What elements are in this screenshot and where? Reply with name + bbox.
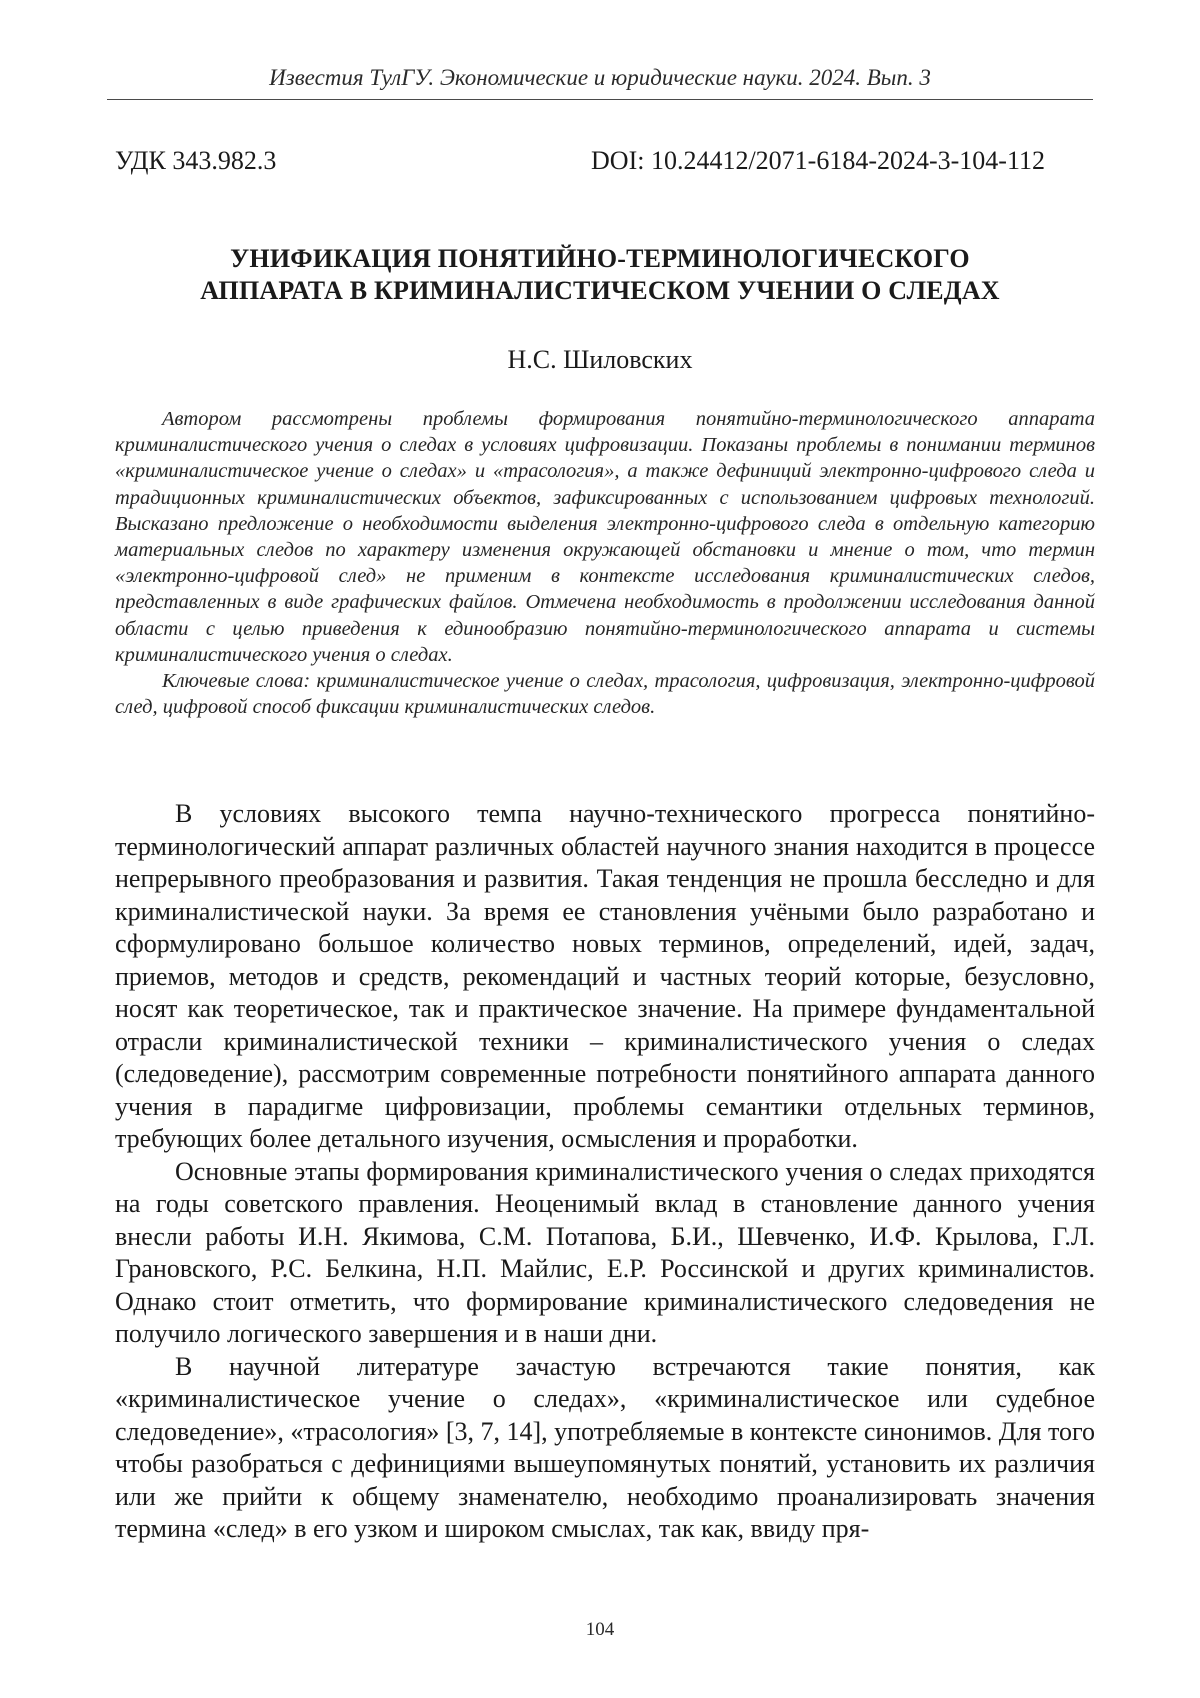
author-name: Н.С. Шиловских	[507, 345, 693, 374]
article-title	[107, 243, 1093, 307]
running-header: Известия ТулГУ. Экономические и юридические науки. 2024. Вып. 3	[269, 65, 931, 90]
title-line-1: УНИФИКАЦИЯ ПОНЯТИЙНО-ТЕРМИНОЛОГИЧЕСКОГО	[230, 244, 970, 273]
body-paragraph: В условиях высокого темпа научно-технического прогресса понятийно-терминологический аппарат различных областей научного знания находится в процессе непрерывного преобразования и развития. Такая тенденция не прошла бесследно и для криминалистической науки. За время ее становления учёными было разработано и сформулировано большое количество новых терминов, определений, идей, задач, приемов, методов и средств, рекомендаций и частных теорий которые, безусловно, носят как теоретическое, так и практическое значение. На примере фундаментальной отрасли криминалистической техники – криминалистического учения о следах (следоведение), рассмотрим современные потребности понятийного аппарата данного учения в парадигме цифровизации, проблемы семантики отдельных терминов, требующих более детального изучения, осмысления и проработки.	[115, 799, 1095, 1153]
body-paragraph: Основные этапы формирования криминалистического учения о следах приходятся на годы советского правления. Неоценимый вклад в становление данного учения внесли работы И.Н. Якимова, С.М. Потапова, Б.И., Шевченко, И.Ф. Крылова, Г.Л. Грановского, Р.С. Белкина, Н.П. Майлис, Е.Р. Россинской и других криминалистов. Однако стоит отметить, что формирование криминалистического следоведения не получило логического завершения и в наши дни.	[115, 1156, 1095, 1348]
abstract	[115, 406, 1095, 720]
title-line-2: АППАРАТА В КРИМИНАЛИСТИЧЕСКОМ УЧЕНИИ О СЛЕДАХ	[200, 276, 1000, 305]
body-text	[115, 798, 1095, 1546]
header-rule	[107, 99, 1093, 100]
doi[interactable]: DOI: 10.24412/2071-6184-2024-3-104-112	[591, 146, 1045, 175]
body-paragraph: В научной литературе зачастую встречаются такие понятия, как «криминалистическое учение о следах», «криминалистическое или судебное следоведение», «трасология» [3, 7, 14], употребляемые в контексте синонимов. Для того чтобы разобраться с дефинициями вышеупомянутых понятий, установить их различия или же прийти к общему знаменателю, необходимо проанализировать значения термина «след» в его узком и широком смыслах, так как, ввиду пря-	[115, 1351, 1095, 1543]
udk-code: УДК 343.982.3	[115, 146, 277, 175]
keywords: Ключевые слова: криминалистическое учение о следах, трасология, цифровизация, электронно-цифровой след, цифровой способ фиксации криминалистических следов.	[115, 670, 1095, 719]
article-identifiers	[115, 145, 1045, 177]
page-number: 104	[585, 1619, 615, 1640]
abstract-text: Автором рассмотрены проблемы формирования понятийно-терминологического аппарата криминалистического учения о следах в условиях цифровизации. Показаны проблемы в понимании терминов «криминалистическое учение о следах» и «трасология», а также дефиниций электронно-цифрового следа и традиционных криминалистических объектов, зафиксированных с использованием цифровых технологий. Высказано предложение о необходимости выделения электронно-цифрового следа в отдельную категорию материальных следов по характеру изменения окружающей обстановки и мнение о том, что термин «электронно-цифровой след» не применим в контексте исследования криминалистических следов, представленных в виде графических файлов. Отмечена необходимость в продолжении исследования данной области с целью приведения к единообразию понятийно-терминологического аппарата и системы криминалистического учения о следах.	[115, 408, 1095, 666]
